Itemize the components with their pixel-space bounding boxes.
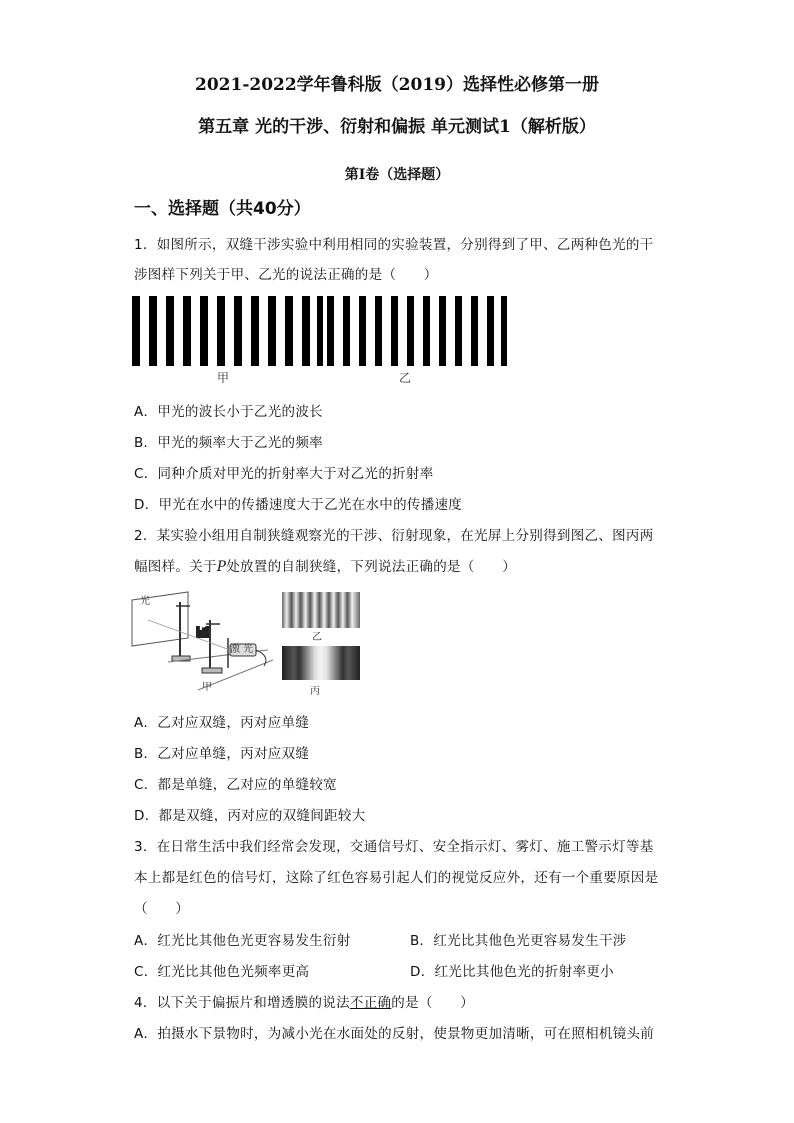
doc-title-line2: 第五章 光的干涉、衍射和偏振 单元测试1（解析版） [198,117,596,137]
q1-option-d: D．甲光在水中的传播速度大于乙光在水中的传播速度 [134,497,463,513]
q2-pattern-yi-image [282,592,360,628]
section-heading: 一、选择题（共40分） [134,199,311,219]
q3-stem-line2: 本上都是红色的信号灯，这除了红色容易引起人们的视觉反应外，还有一个重要原因是 [134,870,659,886]
q4-underlined-text: 不正确 [349,995,392,1011]
q1-stem-line2: 涉图样下列关于甲、乙光的说法正确的是（ ） [134,267,438,283]
q4-option-a-line1: A．拍摄水下景物时，为减小光在水面处的反射，使景物更加清晰，可在照相机镜头前 [134,1026,655,1042]
volume-heading: 第Ⅰ卷（选择题） [344,167,450,183]
q2-option-d: D．都是双缝，丙对应的双缝间距较大 [134,808,366,824]
q1-option-a: A．甲光的波长小于乙光的波长 [134,404,323,420]
q2-option-b: B．乙对应单缝，丙对应双缝 [134,746,310,762]
q2-pattern-bing-image [282,646,360,680]
q2-stem-line1: 2．某实验小组用自制狭缝观察光的干涉、衍射现象，在光屏上分别得到图乙、图丙两 [134,528,654,544]
doc-title-line1: 2021-2022学年鲁科版（2019）选择性必修第一册 [195,75,599,95]
q1-option-b: B．甲光的频率大于乙光的频率 [134,435,323,451]
q1-label-yi: 乙 [399,371,412,385]
q3-option-b: B．红光比其他色光更容易发生干涉 [410,933,627,949]
q1-label-jia: 甲 [217,371,230,385]
q3-stem-line3: （ ） [134,901,190,917]
q3-option-d: D．红光比其他色光的折射率更小 [410,964,614,980]
q2-option-c: C．都是单缝，乙对应的单缝较宽 [134,777,337,793]
q1-fringe-figure [132,296,507,366]
q3-option-a: A．红光比其他色光更容易发生衍射 [134,933,351,949]
q2-fig-laser-label: 激 光 [230,644,254,655]
q2-fig-yi-label: 乙 [312,632,322,643]
q2-fig-screen-label: 光 [140,596,150,607]
q2-p-symbol: P [216,559,227,575]
q2-stem-line2: 幅图样。关于P处放置的自制狭缝，下列说法正确的是（ ） [134,559,517,575]
q2-option-a: A．乙对应双缝，丙对应单缝 [134,715,310,731]
q1-option-c: C．同种介质对甲光的折射率大于对乙光的折射率 [134,466,434,482]
q2-fig-bing-label: 丙 [310,686,320,697]
q2-fig-jia-label: 甲 [202,682,212,693]
q3-stem-line1: 3．在日常生活中我们经常会发现，交通信号灯、安全指示灯、雾灯、施工警示灯等基 [134,839,654,855]
q3-option-c: C．红光比其他色光频率更高 [134,964,310,980]
q1-stem-line1: 1．如图所示，双缝干涉实验中利用相同的实验装置，分别得到了甲、乙两种色光的干 [134,237,654,253]
q2-fig-p-label: P [199,622,207,633]
q4-stem: 4．以下关于偏振片和增透膜的说法不正确的是（ ） [134,995,475,1011]
